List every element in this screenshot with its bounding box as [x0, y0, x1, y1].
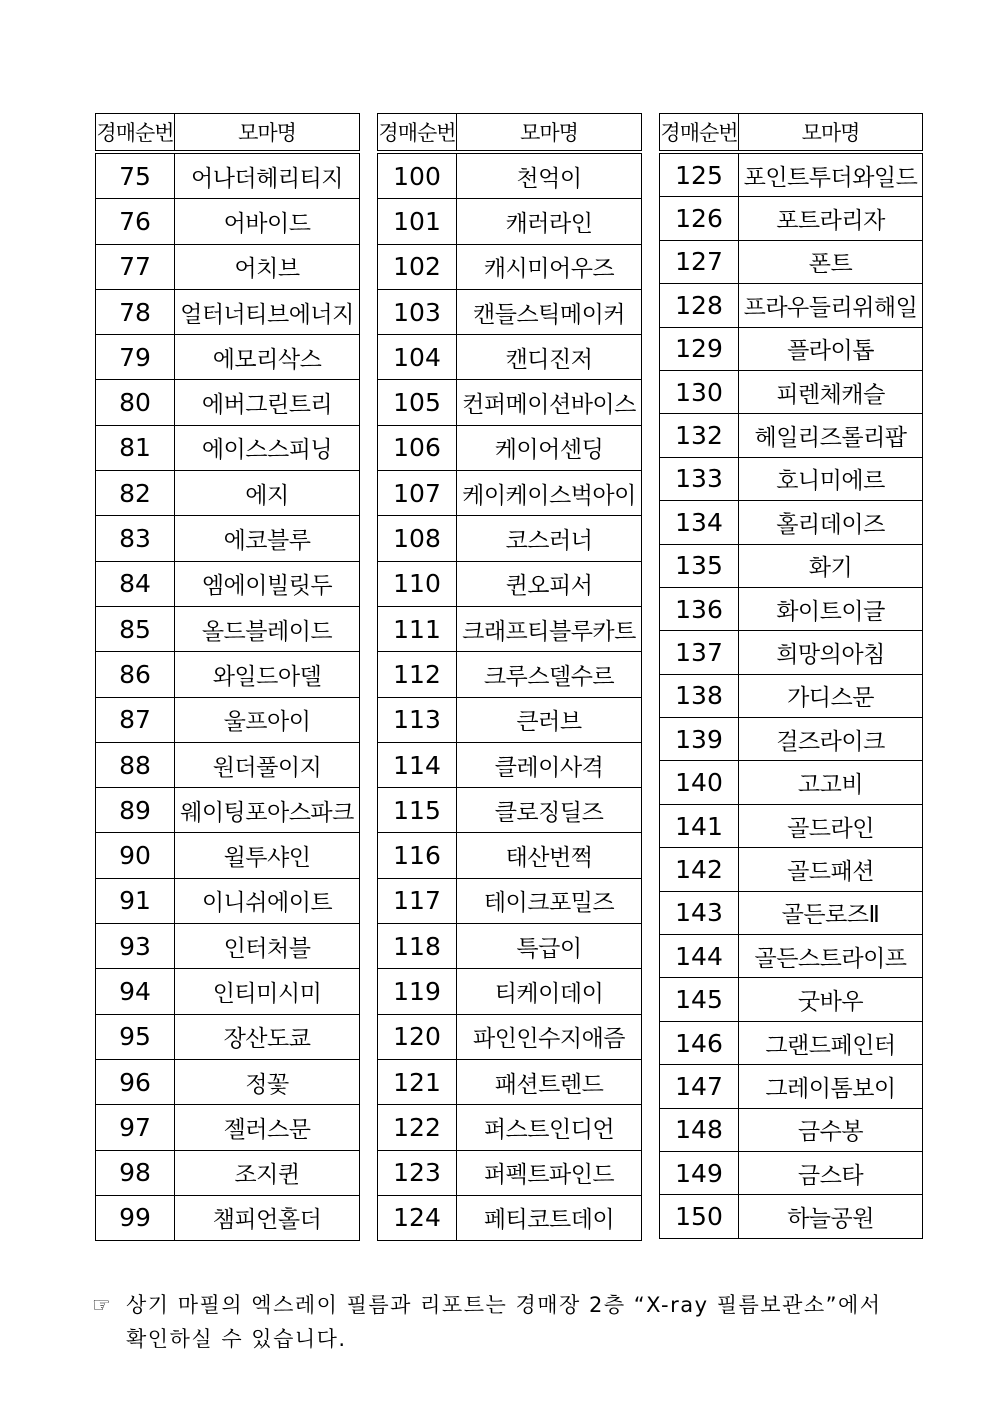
auction-number: 77	[96, 244, 175, 289]
horse-name: 하늘공원	[739, 1195, 923, 1238]
horse-name: 골드라인	[739, 804, 923, 847]
table-row	[378, 788, 642, 833]
horse-name: 패션트렌드	[457, 1059, 642, 1104]
horse-name: 폰트	[739, 240, 923, 283]
auction-number: 89	[96, 788, 175, 833]
horse-name: 골드패션	[739, 848, 923, 891]
table-row	[660, 935, 923, 978]
horse-name: 그레이톰보이	[739, 1065, 923, 1108]
horse-name: 코스러너	[457, 516, 642, 561]
auction-table-3	[659, 113, 923, 1239]
auction-number: 140	[660, 761, 739, 804]
horse-name: 에모리삭스	[175, 335, 360, 380]
horse-name: 포인트투더와일드	[739, 152, 923, 197]
table-row	[96, 652, 360, 697]
table-row	[660, 587, 923, 630]
table-row	[378, 380, 642, 425]
auction-number: 117	[378, 878, 457, 923]
horse-name: 케이어센딩	[457, 425, 642, 470]
auction-number: 83	[96, 516, 175, 561]
table-row	[660, 544, 923, 587]
horse-name: 클로징딜즈	[457, 788, 642, 833]
table-row	[378, 1014, 642, 1059]
table-row	[96, 335, 360, 380]
horse-name: 엠에이빌릿두	[175, 561, 360, 606]
horse-name: 컨퍼메이션바이스	[457, 380, 642, 425]
table-row	[660, 1108, 923, 1151]
table-row	[96, 1014, 360, 1059]
auction-number: 114	[378, 742, 457, 787]
auction-number: 85	[96, 606, 175, 651]
horse-name: 퍼스트인디언	[457, 1105, 642, 1150]
auction-number: 118	[378, 924, 457, 969]
auction-number: 127	[660, 240, 739, 283]
auction-number: 150	[660, 1195, 739, 1238]
horse-name: 조지퀸	[175, 1150, 360, 1195]
auction-number: 146	[660, 1021, 739, 1064]
table-row	[660, 414, 923, 457]
horse-name: 호니미에르	[739, 457, 923, 500]
table-row	[660, 978, 923, 1021]
horse-name: 골든로즈Ⅱ	[739, 891, 923, 934]
table-row	[378, 471, 642, 516]
table-row	[660, 197, 923, 240]
auction-number: 102	[378, 244, 457, 289]
header-auction-number: 경매순번	[96, 114, 175, 153]
auction-number: 149	[660, 1151, 739, 1194]
horse-name: 이니쉬에이트	[175, 878, 360, 923]
table-row	[378, 1105, 642, 1150]
auction-number: 108	[378, 516, 457, 561]
auction-number: 133	[660, 457, 739, 500]
table-row	[96, 878, 360, 923]
table-row	[96, 425, 360, 470]
auction-number: 137	[660, 631, 739, 674]
table-row	[660, 1151, 923, 1194]
horse-name: 에이스스피닝	[175, 425, 360, 470]
auction-number: 115	[378, 788, 457, 833]
auction-number: 123	[378, 1150, 457, 1195]
header-horse-name: 모마명	[739, 114, 923, 153]
auction-number: 110	[378, 561, 457, 606]
table-row	[96, 244, 360, 289]
footnote-text-1: 상기 마필의 엑스레이 필름과 리포트는 경매장 2층 “X-ray 필름보관소”에서	[126, 1293, 882, 1317]
auction-number: 138	[660, 674, 739, 717]
table-row	[378, 244, 642, 289]
table-header-row	[378, 114, 642, 153]
horse-name: 웨이팅포아스파크	[175, 788, 360, 833]
auction-number: 76	[96, 199, 175, 244]
auction-number: 96	[96, 1059, 175, 1104]
header-auction-number: 경매순번	[660, 114, 739, 153]
auction-number: 125	[660, 152, 739, 197]
auction-number: 104	[378, 335, 457, 380]
auction-number: 87	[96, 697, 175, 742]
table-row	[660, 848, 923, 891]
footnote-text-2: 확인하실 수 있습니다.	[126, 1327, 347, 1351]
horse-name: 원더풀이지	[175, 742, 360, 787]
table-row	[660, 370, 923, 413]
auction-table-1	[95, 113, 360, 1241]
table-row	[378, 1150, 642, 1195]
table-row	[660, 152, 923, 197]
horse-name: 그랜드페인터	[739, 1021, 923, 1064]
table-row	[660, 631, 923, 674]
table-row	[378, 652, 642, 697]
auction-number: 124	[378, 1195, 457, 1240]
horse-name: 화기	[739, 544, 923, 587]
table-row	[378, 1195, 642, 1240]
horse-name: 금스타	[739, 1151, 923, 1194]
auction-number: 94	[96, 969, 175, 1014]
horse-name: 퀸오피서	[457, 561, 642, 606]
table-row	[378, 561, 642, 606]
horse-name: 특급이	[457, 924, 642, 969]
horse-name: 캔디진저	[457, 335, 642, 380]
auction-number: 106	[378, 425, 457, 470]
horse-name: 장산도쿄	[175, 1014, 360, 1059]
footnote	[92, 1288, 882, 1356]
table-row	[96, 1059, 360, 1104]
table-row	[96, 833, 360, 878]
auction-number: 119	[378, 969, 457, 1014]
horse-name: 울프아이	[175, 697, 360, 742]
horse-name: 골든스트라이프	[739, 935, 923, 978]
horse-name: 큰러브	[457, 697, 642, 742]
auction-number: 79	[96, 335, 175, 380]
table-row	[96, 516, 360, 561]
table-row	[96, 924, 360, 969]
horse-name: 정꽃	[175, 1059, 360, 1104]
auction-number: 121	[378, 1059, 457, 1104]
auction-number: 134	[660, 501, 739, 544]
table-row	[378, 1059, 642, 1104]
table-row	[660, 1021, 923, 1064]
table-row	[96, 380, 360, 425]
table-row	[378, 606, 642, 651]
auction-number: 98	[96, 1150, 175, 1195]
horse-name: 크루스델수르	[457, 652, 642, 697]
table-row	[378, 924, 642, 969]
pointing-hand-icon: ☞	[92, 1293, 113, 1317]
table-row	[660, 674, 923, 717]
table-row	[96, 1195, 360, 1240]
table-row	[378, 289, 642, 334]
auction-number: 88	[96, 742, 175, 787]
table-row	[96, 289, 360, 334]
table-row	[660, 761, 923, 804]
table-row	[378, 742, 642, 787]
table-row	[660, 1195, 923, 1238]
table-row	[96, 742, 360, 787]
horse-name: 테이크포밀즈	[457, 878, 642, 923]
horse-name: 굿바우	[739, 978, 923, 1021]
auction-number: 143	[660, 891, 739, 934]
table-row	[378, 833, 642, 878]
horse-name: 인티미시미	[175, 969, 360, 1014]
horse-name: 태산번쩍	[457, 833, 642, 878]
horse-name: 파인인수지애즘	[457, 1014, 642, 1059]
table-row	[660, 1065, 923, 1108]
table-row	[96, 561, 360, 606]
table-row	[96, 1150, 360, 1195]
horse-name: 프라우들리위해일	[739, 284, 923, 327]
horse-name: 얼터너티브에너지	[175, 289, 360, 334]
table-row	[96, 788, 360, 833]
auction-number: 135	[660, 544, 739, 587]
table-row	[378, 697, 642, 742]
table-row	[660, 718, 923, 761]
auction-number: 80	[96, 380, 175, 425]
table-row	[660, 501, 923, 544]
auction-number: 97	[96, 1105, 175, 1150]
horse-name: 티케이데이	[457, 969, 642, 1014]
table-row	[96, 969, 360, 1014]
auction-number: 84	[96, 561, 175, 606]
auction-number: 107	[378, 471, 457, 516]
table-row	[96, 471, 360, 516]
auction-number: 122	[378, 1105, 457, 1150]
horse-name: 클레이사격	[457, 742, 642, 787]
auction-number: 128	[660, 284, 739, 327]
table-row	[378, 335, 642, 380]
auction-number: 145	[660, 978, 739, 1021]
auction-number: 132	[660, 414, 739, 457]
table-row	[378, 199, 642, 244]
table-row	[660, 804, 923, 847]
table-row	[378, 878, 642, 923]
auction-number: 148	[660, 1108, 739, 1151]
auction-number: 126	[660, 197, 739, 240]
auction-number: 86	[96, 652, 175, 697]
table-row	[660, 284, 923, 327]
auction-number: 120	[378, 1014, 457, 1059]
auction-number: 103	[378, 289, 457, 334]
horse-name: 피렌체캐슬	[739, 370, 923, 413]
horse-name: 플라이톱	[739, 327, 923, 370]
auction-number: 130	[660, 370, 739, 413]
auction-table-2	[377, 113, 642, 1241]
horse-name: 캔들스틱메이커	[457, 289, 642, 334]
auction-number: 141	[660, 804, 739, 847]
table-row	[96, 152, 360, 199]
auction-number: 111	[378, 606, 457, 651]
auction-number: 81	[96, 425, 175, 470]
table-header-row	[96, 114, 360, 153]
horse-name: 포트라리자	[739, 197, 923, 240]
horse-name: 인터처블	[175, 924, 360, 969]
horse-name: 헤일리즈롤리팝	[739, 414, 923, 457]
horse-name: 에지	[175, 471, 360, 516]
horse-name: 화이트이글	[739, 587, 923, 630]
horse-name: 챔피언홀더	[175, 1195, 360, 1240]
auction-number: 93	[96, 924, 175, 969]
auction-number: 129	[660, 327, 739, 370]
horse-name: 천억이	[457, 152, 642, 199]
horse-name: 금수봉	[739, 1108, 923, 1151]
horse-name: 가디스문	[739, 674, 923, 717]
horse-name: 와일드아델	[175, 652, 360, 697]
auction-number: 75	[96, 152, 175, 199]
horse-name: 케이케이스벅아이	[457, 471, 642, 516]
auction-number: 139	[660, 718, 739, 761]
table-row	[96, 697, 360, 742]
table-row	[378, 152, 642, 199]
horse-name: 윌투샤인	[175, 833, 360, 878]
auction-number: 142	[660, 848, 739, 891]
header-horse-name: 모마명	[457, 114, 642, 153]
header-horse-name: 모마명	[175, 114, 360, 153]
horse-name: 크래프티블루카트	[457, 606, 642, 651]
horse-name: 캐러라인	[457, 199, 642, 244]
horse-name: 페티코트데이	[457, 1195, 642, 1240]
table-row	[96, 1105, 360, 1150]
auction-number: 90	[96, 833, 175, 878]
horse-name: 어치브	[175, 244, 360, 289]
auction-number: 78	[96, 289, 175, 334]
auction-number: 91	[96, 878, 175, 923]
table-row	[96, 199, 360, 244]
auction-number: 95	[96, 1014, 175, 1059]
auction-number: 101	[378, 199, 457, 244]
table-row	[378, 969, 642, 1014]
horse-name: 올드블레이드	[175, 606, 360, 651]
auction-number: 82	[96, 471, 175, 516]
auction-number: 147	[660, 1065, 739, 1108]
table-row	[660, 457, 923, 500]
header-auction-number: 경매순번	[378, 114, 457, 153]
horse-name: 젤러스문	[175, 1105, 360, 1150]
horse-name: 어나더헤리티지	[175, 152, 360, 199]
footnote-line-1	[92, 1288, 882, 1322]
auction-number: 116	[378, 833, 457, 878]
auction-number: 105	[378, 380, 457, 425]
horse-name: 에버그린트리	[175, 380, 360, 425]
horse-name: 걸즈라이크	[739, 718, 923, 761]
auction-number: 112	[378, 652, 457, 697]
auction-number: 100	[378, 152, 457, 199]
horse-name: 희망의아침	[739, 631, 923, 674]
auction-number: 113	[378, 697, 457, 742]
table-row	[660, 891, 923, 934]
auction-number: 99	[96, 1195, 175, 1240]
table-row	[660, 327, 923, 370]
horse-name: 에코블루	[175, 516, 360, 561]
auction-number: 144	[660, 935, 739, 978]
horse-name: 캐시미어우즈	[457, 244, 642, 289]
horse-name: 홀리데이즈	[739, 501, 923, 544]
table-row	[378, 425, 642, 470]
horse-name: 퍼펙트파인드	[457, 1150, 642, 1195]
table-header-row	[660, 114, 923, 153]
table-row	[378, 516, 642, 561]
table-row	[96, 606, 360, 651]
horse-name: 고고비	[739, 761, 923, 804]
horse-name: 어바이드	[175, 199, 360, 244]
table-row	[660, 240, 923, 283]
auction-number: 136	[660, 587, 739, 630]
